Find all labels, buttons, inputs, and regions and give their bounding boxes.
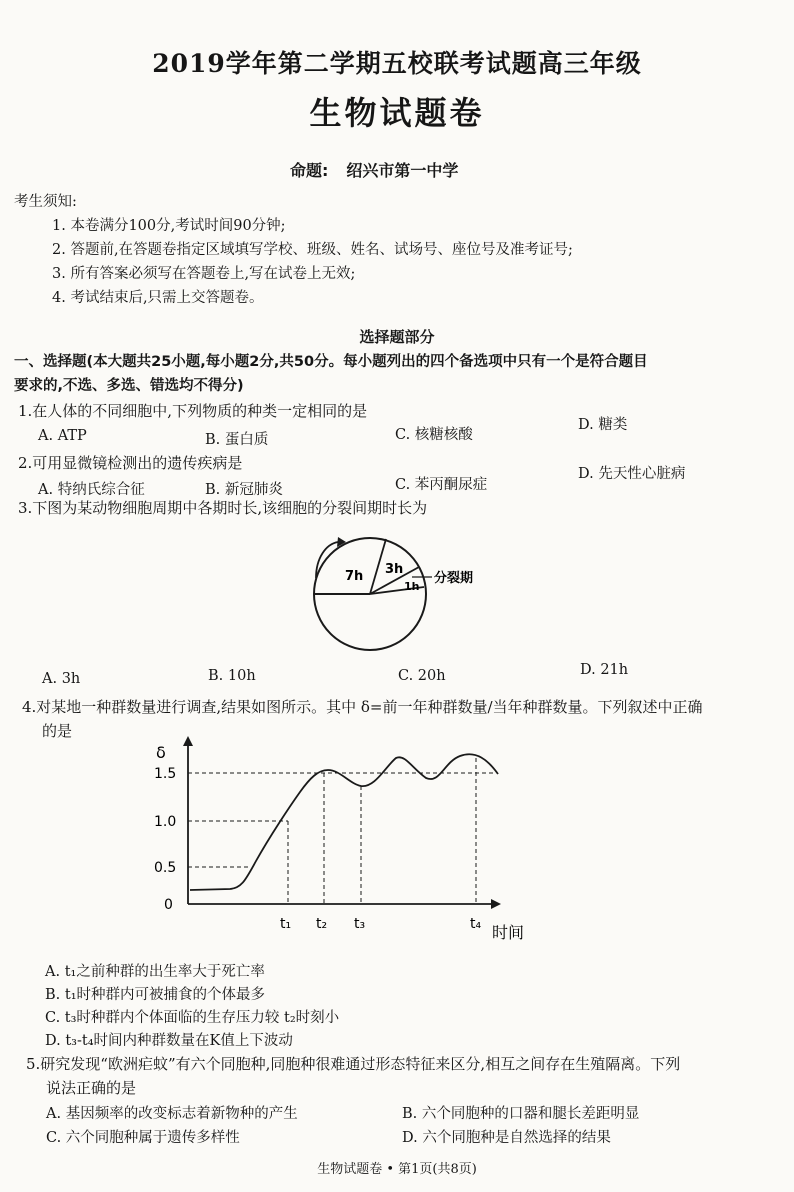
y-tick-label: 1.5: [154, 766, 177, 782]
label-mitotic-phase: 分裂期: [434, 571, 474, 586]
question-4: 4.对某地一种群数量进行调查,结果如图所示。其中 δ=前一年种群数量/当年种群数量。下列叙述中正确: [22, 698, 703, 716]
x-axis-label: 时间: [492, 923, 525, 942]
q3-option-b: B. 10h: [208, 668, 256, 684]
subject-title: 生物试题卷: [309, 94, 485, 132]
x-axis-arrow: [491, 899, 501, 909]
q1-option-a: A. ATP: [38, 428, 87, 444]
author-label: 命题:: [290, 161, 329, 180]
q5-option-a: A. 基因频率的改变标志着新物种的产生: [46, 1106, 298, 1122]
q3-option-c: C. 20h: [398, 668, 446, 684]
question-5-cont: 说法正确的是: [46, 1079, 137, 1097]
q1-option-c: C. 核糖核酸: [395, 427, 473, 443]
q5-option-b: B. 六个同胞种的口器和腿长差距明显: [402, 1106, 640, 1122]
label-7h: 7h: [345, 569, 364, 584]
y-tick-label: 0: [164, 897, 173, 913]
label-1h: 1h: [404, 580, 420, 593]
q2-option-d: D. 先天性心脏病: [578, 466, 686, 482]
y-axis-arrow: [183, 736, 193, 746]
q1-option-d: D. 糖类: [578, 417, 628, 433]
q5-option-d: D. 六个同胞种是自然选择的结果: [402, 1130, 611, 1146]
label-3h: 3h: [385, 562, 404, 577]
y-tick-label: 0.5: [154, 860, 177, 876]
q2-option-c: C. 苯丙酮尿症: [395, 477, 488, 493]
notice-item: 1. 本卷满分100分,考试时间90分钟;: [52, 218, 286, 234]
notice-item: 2. 答题前,在答题卷指定区域填写学校、班级、姓名、试场号、座位号及准考证号;: [52, 242, 573, 258]
x-tick-label: t₄: [470, 916, 482, 932]
q3-option-a: A. 3h: [42, 671, 81, 687]
q1-option-b: B. 蛋白质: [205, 432, 269, 448]
question-5: 5.研究发现“欧洲疟蚊”有六个同胞种,同胞种很难通过形态特征来区分,相互之间存在生殖隔离。下列: [26, 1055, 681, 1073]
q4-option-b: B. t₁时种群内可被捕食的个体最多: [45, 987, 266, 1003]
section-title: 选择题部分: [359, 328, 435, 346]
delta-line-chart: [150, 736, 550, 946]
exam-title: 2019学年第二学期五校联考试题高三年级: [152, 49, 642, 78]
delta-series-line: [190, 754, 498, 890]
question-3: 3.下图为某动物细胞周期中各期时长,该细胞的分裂间期时长为: [18, 499, 428, 517]
q5-option-c: C. 六个同胞种属于遗传多样性: [46, 1130, 240, 1146]
question-2: 2.可用显微镜检测出的遗传疾病是: [18, 454, 243, 472]
q2-option-b: B. 新冠肺炎: [205, 482, 283, 498]
q4-option-c: C. t₃时种群内个体面临的生存压力较 t₂时刻小: [45, 1010, 340, 1026]
author-value: 绍兴市第一中学: [346, 161, 459, 180]
q4-option-d: D. t₃-t₄时间内种群数量在K值上下波动: [45, 1033, 293, 1049]
cell-cycle-diagram: [300, 530, 500, 668]
page-footer: 生物试题卷 • 第1页(共8页): [317, 1162, 477, 1177]
x-tick-label: t₃: [354, 916, 366, 932]
author-line: [290, 158, 458, 181]
notice-item: 3. 所有答案必须写在答题卷上,写在试卷上无效;: [52, 266, 356, 282]
question-4-cont: 的是: [42, 722, 73, 740]
x-tick-label: t₂: [316, 916, 328, 932]
part-intro-cont: 要求的,不选、多选、错选均不得分): [14, 378, 244, 394]
question-1: 1.在人体的不同细胞中,下列物质的种类一定相同的是: [18, 402, 368, 420]
q3-option-d: D. 21h: [580, 662, 629, 678]
y-tick-label: 1.0: [154, 814, 177, 830]
y-axis-label: δ: [156, 743, 166, 762]
notice-item: 4. 考试结束后,只需上交答题卷。: [52, 290, 264, 306]
x-tick-label: t₁: [280, 916, 292, 932]
q2-option-a: A. 特纳氏综合征: [38, 482, 145, 498]
notice-heading: 考生须知:: [14, 194, 77, 210]
q4-option-a: A. t₁之前种群的出生率大于死亡率: [45, 964, 265, 980]
part-intro: 一、选择题(本大题共25小题,每小题2分,共50分。每小题列出的四个备选项中只有一个是符合题目: [14, 354, 648, 370]
